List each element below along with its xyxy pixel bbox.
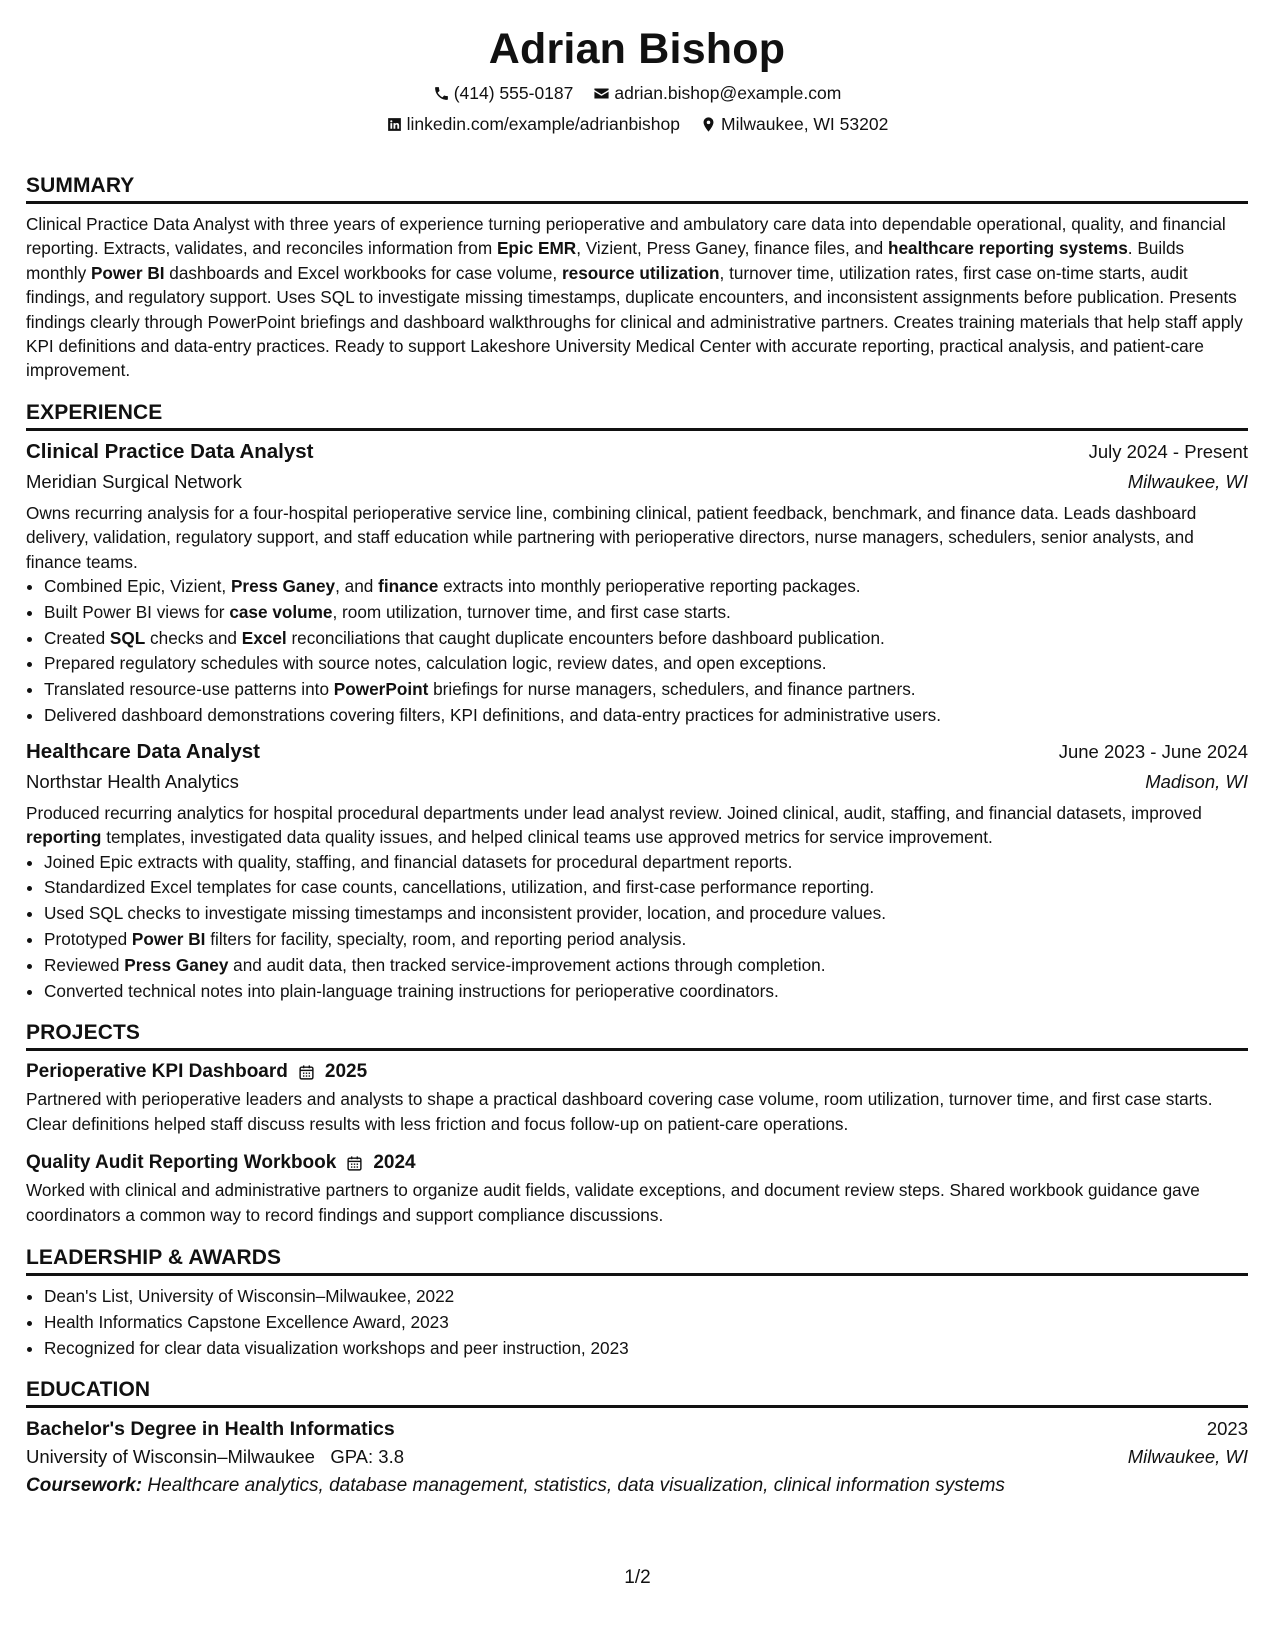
email-contact[interactable]	[593, 82, 841, 104]
linkedin-icon	[386, 116, 403, 133]
phone-text: (414) 555-0187	[453, 83, 574, 103]
emphasis-text: resource utilization	[561, 262, 720, 283]
school-name: University of Wisconsin–Milwaukee	[26, 1446, 315, 1468]
text-run: extracts into monthly perioperative reporting packages.	[438, 576, 861, 597]
graduation-year: 2023	[1206, 1418, 1248, 1440]
text-run: templates, investigated data quality issues, and helped clinical teams use approved metrics for service improvement.	[101, 827, 993, 848]
job-header	[26, 439, 1248, 465]
job-description	[26, 801, 1248, 850]
degree-name: Bachelor's Degree in Health Informatics	[26, 1418, 395, 1441]
awards-section	[26, 1245, 1248, 1361]
bullet-item	[44, 626, 1248, 652]
project-year: 2025	[324, 1061, 368, 1083]
school-location: Milwaukee, WI	[1127, 1446, 1248, 1468]
contact-line-1	[26, 82, 1248, 104]
text-run: Produced recurring analytics for hospital procedural departments under lead analyst review. Joined clinical, audit, staffing, and financial datasets, improved	[26, 802, 1202, 823]
projects-section	[26, 1020, 1248, 1227]
text-run: . Builds monthly	[26, 238, 1185, 283]
experience-section	[26, 400, 1248, 1005]
job-bullets	[26, 850, 1248, 1005]
project-entry	[26, 1059, 1248, 1136]
calendar-icon	[346, 1155, 363, 1172]
project-header	[26, 1059, 1248, 1085]
text-run: checks and	[145, 627, 242, 648]
text-run: filters for facility, specialty, room, and reporting period analysis.	[205, 929, 687, 950]
email-text: adrian.bishop@example.com	[614, 83, 842, 103]
emphasis-text: healthcare reporting systems	[888, 238, 1128, 259]
emphasis-text: finance	[378, 576, 439, 597]
envelope-icon	[593, 85, 610, 102]
bullet-item	[44, 901, 1248, 927]
location-contact	[700, 113, 888, 135]
text-run: , and	[335, 576, 379, 597]
job-bullets	[26, 574, 1248, 729]
job-subheader	[26, 469, 1248, 495]
text-run: , Vizient, Press Ganey, finance files, and	[576, 238, 888, 259]
section-title-projects: PROJECTS	[26, 1020, 1248, 1051]
project-name: Quality Audit Reporting Workbook	[26, 1152, 337, 1174]
phone-icon	[433, 85, 450, 102]
phone-contact	[433, 82, 574, 104]
text-run: Converted technical notes into plain-language training instructions for perioperative coordinators.	[44, 980, 779, 1001]
text-run: Created	[44, 627, 110, 648]
project-header	[26, 1150, 1248, 1176]
bullet-item	[44, 927, 1248, 953]
summary-text	[26, 212, 1248, 383]
project-name: Perioperative KPI Dashboard	[26, 1061, 288, 1083]
emphasis-text: Power BI	[131, 929, 206, 950]
job-dates: July 2024 - Present	[1088, 440, 1248, 462]
section-title-education: EDUCATION	[26, 1377, 1248, 1408]
emphasis-text: Press Ganey	[230, 576, 336, 597]
job-description: Owns recurring analysis for a four-hospital perioperative service line, combining clinical, patient feedback, benchmark, and finance data. Leads dashboard delivery, validation, regulatory support, and staff education while partnering with perioperative directors, nurse managers, schedulers, senior analysts, and finance teams.	[26, 502, 1197, 572]
job-role: Healthcare Data Analyst	[26, 739, 260, 763]
text-run: Combined Epic, Vizient,	[44, 576, 231, 597]
job-dates: June 2023 - June 2024	[1058, 740, 1248, 762]
emphasis-text: Press Ganey	[124, 954, 229, 975]
bullet-item	[44, 875, 1248, 901]
education-subheader	[26, 1444, 1248, 1470]
education-section	[26, 1377, 1248, 1499]
text-run: Clinical Practice Data Analyst with three years of experience turning perioperative and ambulatory care data into dependable operational, quality, and financial reporting. Extracts, validates, and reconciles information from	[26, 214, 1226, 259]
awards-list	[26, 1284, 1248, 1361]
school-and-gpa	[26, 1444, 404, 1470]
text-run: Reviewed	[44, 954, 125, 975]
bullet-item	[44, 979, 1248, 1005]
job-role: Clinical Practice Data Analyst	[26, 439, 314, 463]
resume-page	[26, 0, 1248, 1499]
job-subheader	[26, 769, 1248, 795]
coursework-line	[26, 1473, 1248, 1499]
job-company: Meridian Surgical Network	[26, 470, 242, 492]
text-run: , room utilization, turnover time, and first case starts.	[332, 601, 731, 622]
bullet-item	[44, 953, 1248, 979]
resume-header	[26, 0, 1248, 135]
emphasis-text: Epic EMR	[496, 238, 577, 259]
job-header	[26, 739, 1248, 765]
text-run: briefings for nurse managers, schedulers, and finance partners.	[428, 679, 916, 700]
text-run: Prototyped	[44, 929, 132, 950]
linkedin-contact[interactable]	[386, 113, 680, 135]
coursework-text: Healthcare analytics, database management, statistics, data visualization, clinical information systems	[147, 1475, 1005, 1497]
bullet-item	[44, 600, 1248, 626]
location-text: Milwaukee, WI 53202	[721, 114, 889, 134]
text-run: Delivered dashboard demonstrations covering filters, KPI definitions, and data-entry practices for administrative users.	[44, 705, 942, 726]
bullet-item	[44, 651, 1248, 677]
contact-line-2	[26, 113, 1248, 135]
emphasis-text: SQL	[109, 627, 146, 648]
candidate-name: Adrian Bishop	[488, 25, 786, 73]
award-item: • Dean's List, University of Wisconsin–Milwaukee, 2022	[44, 1284, 1248, 1310]
emphasis-text: Excel	[241, 627, 287, 648]
section-title-experience: EXPERIENCE	[26, 400, 1248, 431]
map-pin-icon	[700, 116, 717, 133]
text-run: Prepared regulatory schedules with source notes, calculation logic, review dates, and open exceptions.	[44, 653, 827, 674]
text-run: , turnover time, utilization rates, first case on-time starts, audit findings, and regulatory support. Uses SQL to investigate missing timestamps, duplicate encounters, and inconsistent assignments before publication. Presents findings clearly through PowerPoint briefings and dashboard walkthroughs for clinical and administrative partners. Creates training materials that help staff apply KPI definitions and data-entry practices. Ready to support Lakeshore University Medical Center with accurate reporting, practical analysis, and patient-care improvement.	[26, 262, 1243, 381]
text-run: Translated resource-use patterns into	[44, 679, 334, 700]
page-number: 1/2	[624, 1567, 651, 1588]
project-description: Partnered with perioperative leaders and analysts to shape a practical dashboard covering case volume, room utilization, turnover time, and first case starts. Clear definitions helped staff discuss results with less friction and focus follow-up on patient-care operations.	[26, 1089, 1213, 1134]
text-run: reconciliations that caught duplicate encounters before dashboard publication.	[286, 627, 885, 648]
project-description: Worked with clinical and administrative partners to organize audit fields, validate exceptions, and document review steps. Shared workbook guidance gave coordinators a common way to record findings and support compliance discussions.	[26, 1180, 1200, 1225]
job-location: Milwaukee, WI	[1127, 470, 1248, 492]
bullet-item	[44, 574, 1248, 600]
job-company: Northstar Health Analytics	[26, 770, 239, 792]
emphasis-text: case volume	[229, 601, 333, 622]
job-entry	[26, 439, 1248, 729]
text-run: Standardized Excel templates for case counts, cancellations, utilization, and first-case performance reporting.	[44, 877, 875, 898]
text-run: Joined Epic extracts with quality, staffing, and financial datasets for procedural department reports.	[44, 851, 793, 872]
gpa: GPA: 3.8	[330, 1446, 405, 1468]
job-entry	[26, 739, 1248, 1005]
text-run: Used SQL checks to investigate missing timestamps and inconsistent provider, location, and procedure values.	[44, 903, 886, 924]
emphasis-text: reporting	[26, 827, 102, 848]
summary-section	[26, 173, 1248, 383]
text-run: dashboards and Excel workbooks for case volume,	[164, 262, 562, 283]
award-item: • Recognized for clear data visualization workshops and peer instruction, 2023	[44, 1336, 1248, 1362]
emphasis-text: PowerPoint	[333, 679, 429, 700]
section-title-awards: LEADERSHIP & AWARDS	[26, 1245, 1248, 1276]
project-year: 2024	[373, 1152, 416, 1174]
job-location: Madison, WI	[1145, 770, 1248, 792]
coursework-label: Coursework:	[26, 1475, 143, 1497]
bullet-item	[44, 677, 1248, 703]
linkedin-text: linkedin.com/example/adrianbishop	[406, 114, 681, 134]
emphasis-text: Power BI	[90, 262, 165, 283]
bullet-item	[44, 850, 1248, 876]
bullet-item	[44, 703, 1248, 729]
education-header	[26, 1416, 1248, 1442]
text-run: Built Power BI views for	[44, 601, 230, 622]
section-title-summary: SUMMARY	[26, 173, 1248, 204]
project-entry	[26, 1150, 1248, 1227]
calendar-icon	[298, 1064, 315, 1081]
text-run: and audit data, then tracked service-improvement actions through completion.	[228, 954, 826, 975]
award-item: • Health Informatics Capstone Excellence Award, 2023	[44, 1310, 1248, 1336]
